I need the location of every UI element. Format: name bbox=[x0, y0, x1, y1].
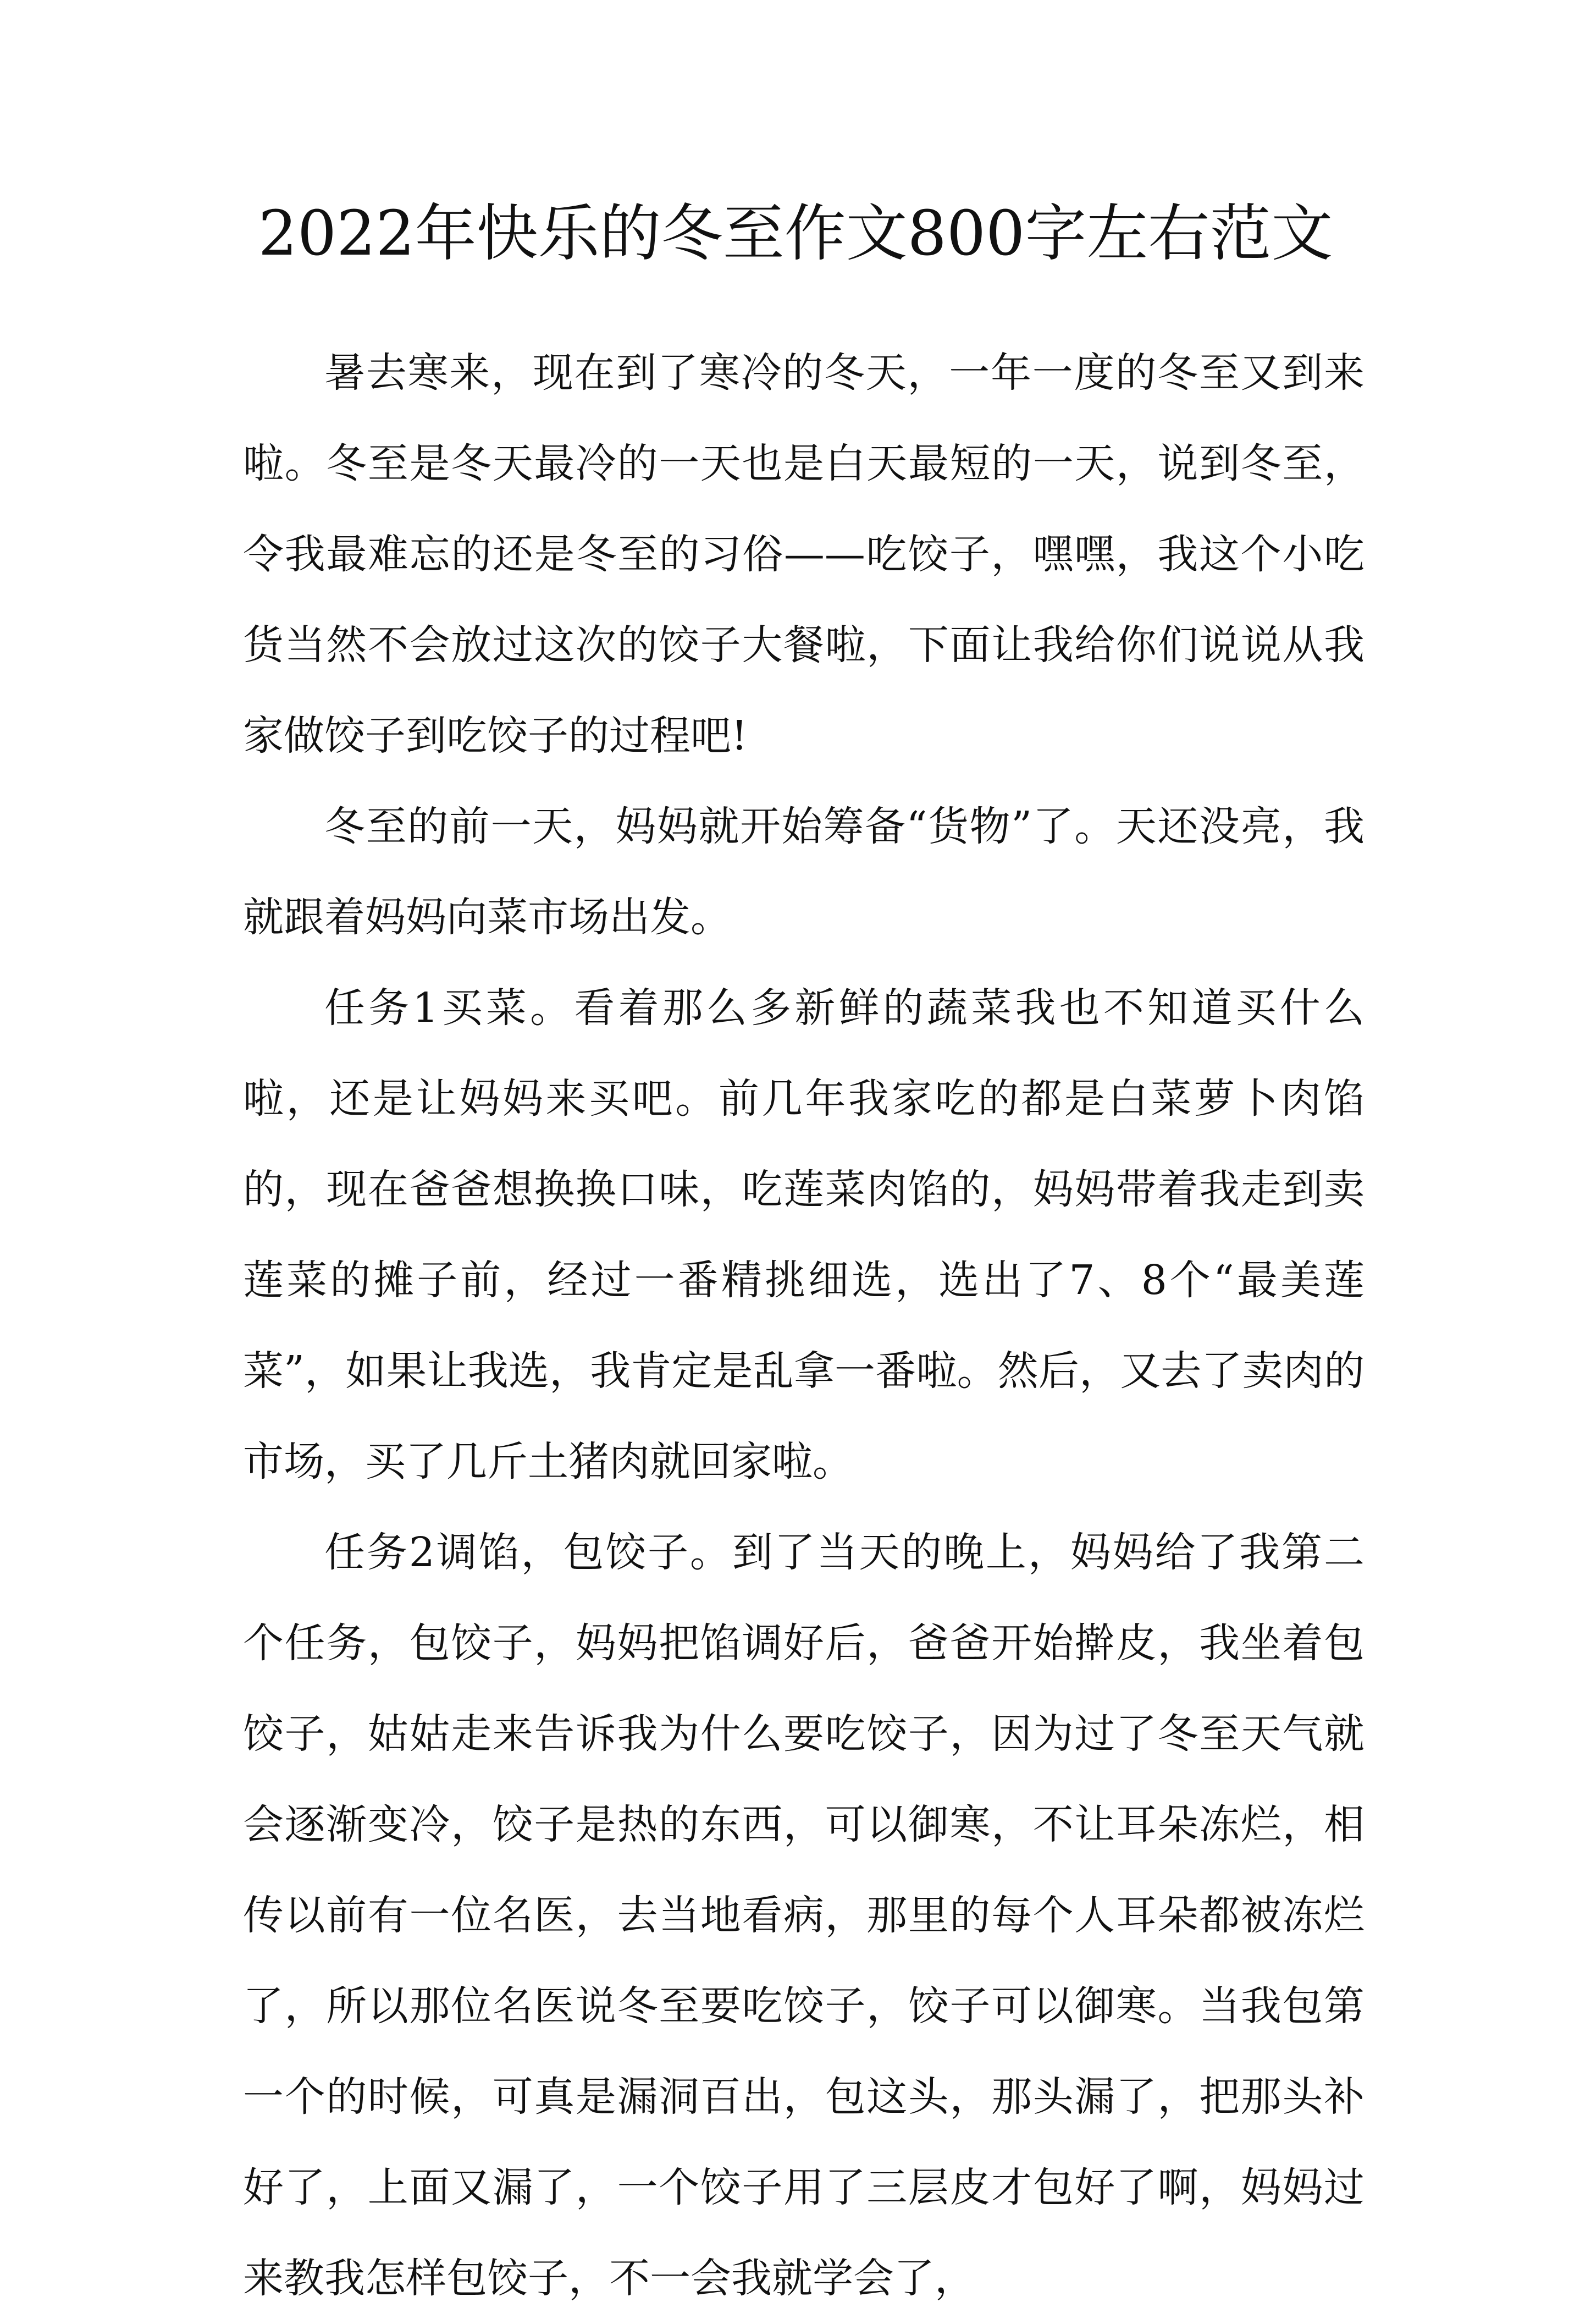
paragraph-2: 冬至的前一天，妈妈就开始筹备“货物”了。天还没亮，我就跟着妈妈向菜市场出发。 bbox=[243, 803, 1364, 941]
paragraph-4: 任务2调馅，包饺子。到了当天的晚上，妈妈给了我第二个任务，包饺子，妈妈把馅调好后，爸爸开始擀皮，我坐着包饺子，姑姑走来告诉我为什么要吃饺子，因为过了冬至天气就会逐渐变冷，饺子是热的东西，可以御寒，不让耳朵冻烂，相传以前有一位名医，去当地看病，那里的每个人耳朵都被冻烂了，所以那位名医说冬至要吃饺子，饺子可以御寒。当我包第一个的时候，可真是漏洞百出，包这头，那头漏了，把那头补好了，上面又漏了，一个饺子用了三层皮才包好了啊，妈妈过来教我怎样包饺子，不一会我就学会了， bbox=[243, 1529, 1364, 2302]
paragraph-1: 暑去寒来，现在到了寒冷的冬天，一年一度的冬至又到来啦。冬至是冬天最冷的一天也是白天最短的一天，说到冬至，令我最难忘的还是冬至的习俗——吃饺子，嘿嘿，我这个小吃货当然不会放过这次的饺子大餐啦，下面让我给你们说说从我家做饺子到吃饺子的过程吧! bbox=[243, 349, 1364, 759]
paragraph-3: 任务1买菜。看着那么多新鲜的蔬菜我也不知道买什么啦，还是让妈妈来买吧。前几年我家吃的都是白菜萝卜肉馅的，现在爸爸想换换口味，吃莲菜肉馅的，妈妈带着我走到卖莲菜的摊子前，经过一番精挑细选，选出了7、8个“最美莲菜”，如果让我选，我肯定是乱拿一番啦。然后，又去了卖肉的市场，买了几斤土猪肉就回家啦。 bbox=[243, 984, 1364, 1485]
document-body bbox=[243, 328, 1364, 2324]
document-title: 2022年快乐的冬至作文800字左右范文 bbox=[258, 198, 1333, 269]
